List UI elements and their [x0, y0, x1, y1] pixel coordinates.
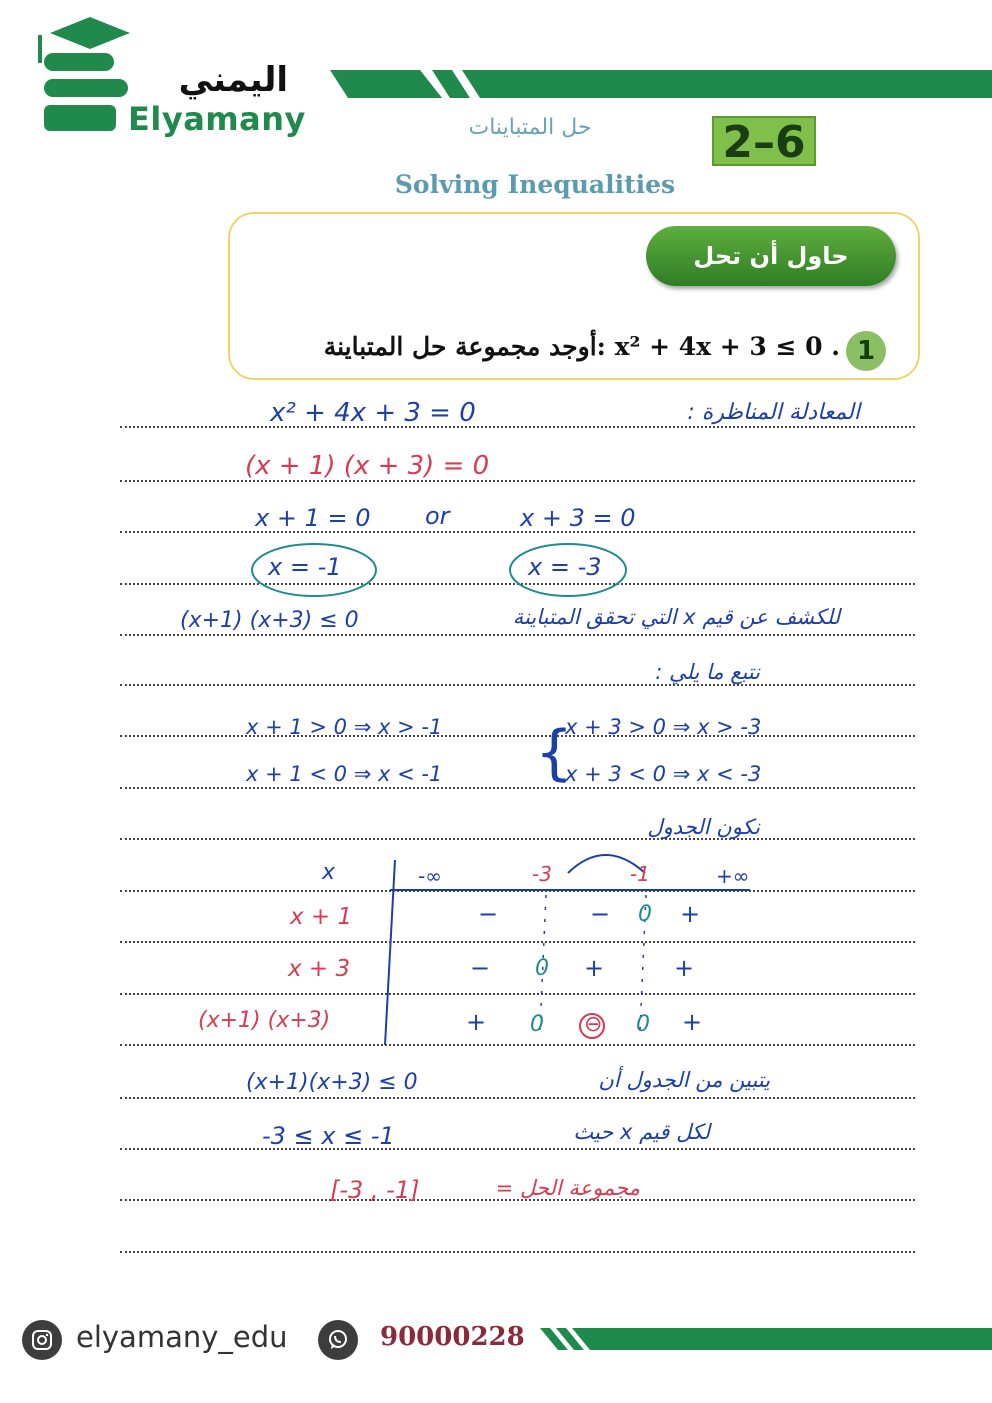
inequality-expression: (x+1) (x+3) ≤ 0	[180, 608, 359, 633]
table-sign: 0	[636, 1012, 650, 1037]
conclusion-label: يتبين من الجدول أن	[598, 1068, 770, 1092]
table-sign: 0	[530, 1012, 544, 1037]
question-text: أوجد مجموعة حل المتباينة: x² + 4x + 3 ≤ 0 .	[323, 332, 840, 361]
table-point-minus-one: -1	[630, 862, 650, 886]
corresponding-equation: x² + 4x + 3 = 0	[270, 398, 476, 428]
question-number-badge: 1	[846, 331, 886, 371]
case-positive-factor-one: x + 1 > 0 ⇒ x > -1	[246, 715, 443, 739]
writing-line	[120, 735, 915, 737]
table-sign: ⊖	[584, 1012, 603, 1037]
table-point-plus-infinity: +∞	[716, 864, 750, 888]
table-sign: +	[584, 954, 605, 982]
test-intervals-label: للكشف عن قيم x التي تحقق المتباينة	[512, 605, 840, 629]
lesson-title-arabic: حل المتباينات	[468, 115, 592, 140]
table-row-label: x + 1	[290, 904, 353, 930]
table-point-minus-infinity: -∞	[418, 864, 442, 888]
writing-line	[120, 1097, 915, 1099]
table-sign: +	[680, 900, 701, 928]
writing-line	[120, 531, 915, 533]
writing-line	[120, 787, 915, 789]
factor-two-equation: x + 3 = 0	[520, 504, 636, 532]
conclusion-expression: (x+1)(x+3) ≤ 0	[246, 1070, 418, 1095]
or-word: or	[425, 502, 450, 530]
brand-arabic-name: اليمني	[178, 60, 288, 100]
table-sign: 0	[535, 956, 549, 981]
writing-line	[120, 1251, 915, 1253]
lesson-number-badge: 2–6	[712, 116, 816, 166]
case-positive-factor-two: x + 3 > 0 ⇒ x > -3	[565, 715, 762, 739]
try-it-label: حاول أن تحل	[646, 226, 896, 286]
solution-set-label: مجموعة الحل =	[495, 1176, 640, 1200]
writing-line	[120, 1148, 915, 1150]
writing-line	[120, 634, 915, 636]
table-variable: x	[322, 860, 336, 885]
lesson-title-english: Solving Inequalities	[394, 170, 676, 199]
factored-equation: (x + 1) (x + 3) = 0	[245, 451, 490, 481]
table-sign: −	[470, 954, 491, 982]
follow-steps-label: نتبع ما يلي :	[655, 660, 760, 684]
build-table-label: نكون الجدول	[647, 815, 760, 839]
table-row-label: x + 3	[288, 956, 351, 982]
solution-range: -3 ≤ x ≤ -1	[262, 1122, 395, 1150]
writing-line	[120, 480, 915, 482]
brand-english-name: Elyamany	[128, 100, 306, 138]
table-point-minus-three: -3	[532, 862, 552, 886]
table-row-label: (x+1) (x+3)	[198, 1008, 331, 1033]
table-sign: +	[466, 1008, 487, 1036]
corresponding-equation-label: المعادلة المناظرة :	[687, 400, 860, 425]
whatsapp-number[interactable]: 90000228	[380, 1322, 525, 1352]
whatsapp-icon[interactable]	[318, 1320, 358, 1360]
table-sign: −	[478, 900, 499, 928]
case-brace: {	[535, 718, 574, 788]
writing-line	[120, 684, 915, 686]
table-sign: +	[674, 954, 695, 982]
root-two: x = -3	[528, 553, 602, 581]
writing-line	[120, 838, 915, 840]
table-sign: +	[682, 1008, 703, 1036]
root-one: x = -1	[268, 553, 342, 581]
solution-set: [-3 , -1]	[330, 1176, 420, 1204]
instagram-handle[interactable]: elyamany_edu	[76, 1320, 288, 1354]
table-sign: −	[590, 900, 611, 928]
case-negative-factor-two: x + 3 < 0 ⇒ x < -3	[565, 762, 762, 786]
range-label: لكل قيم x حيث	[573, 1120, 710, 1144]
header-stripe	[330, 68, 992, 100]
case-negative-factor-one: x + 1 < 0 ⇒ x < -1	[246, 762, 443, 786]
footer-stripe	[540, 1326, 992, 1352]
table-sign: 0	[638, 902, 652, 927]
factor-one-equation: x + 1 = 0	[255, 504, 371, 532]
instagram-icon[interactable]	[22, 1320, 62, 1360]
writing-line	[120, 426, 915, 428]
